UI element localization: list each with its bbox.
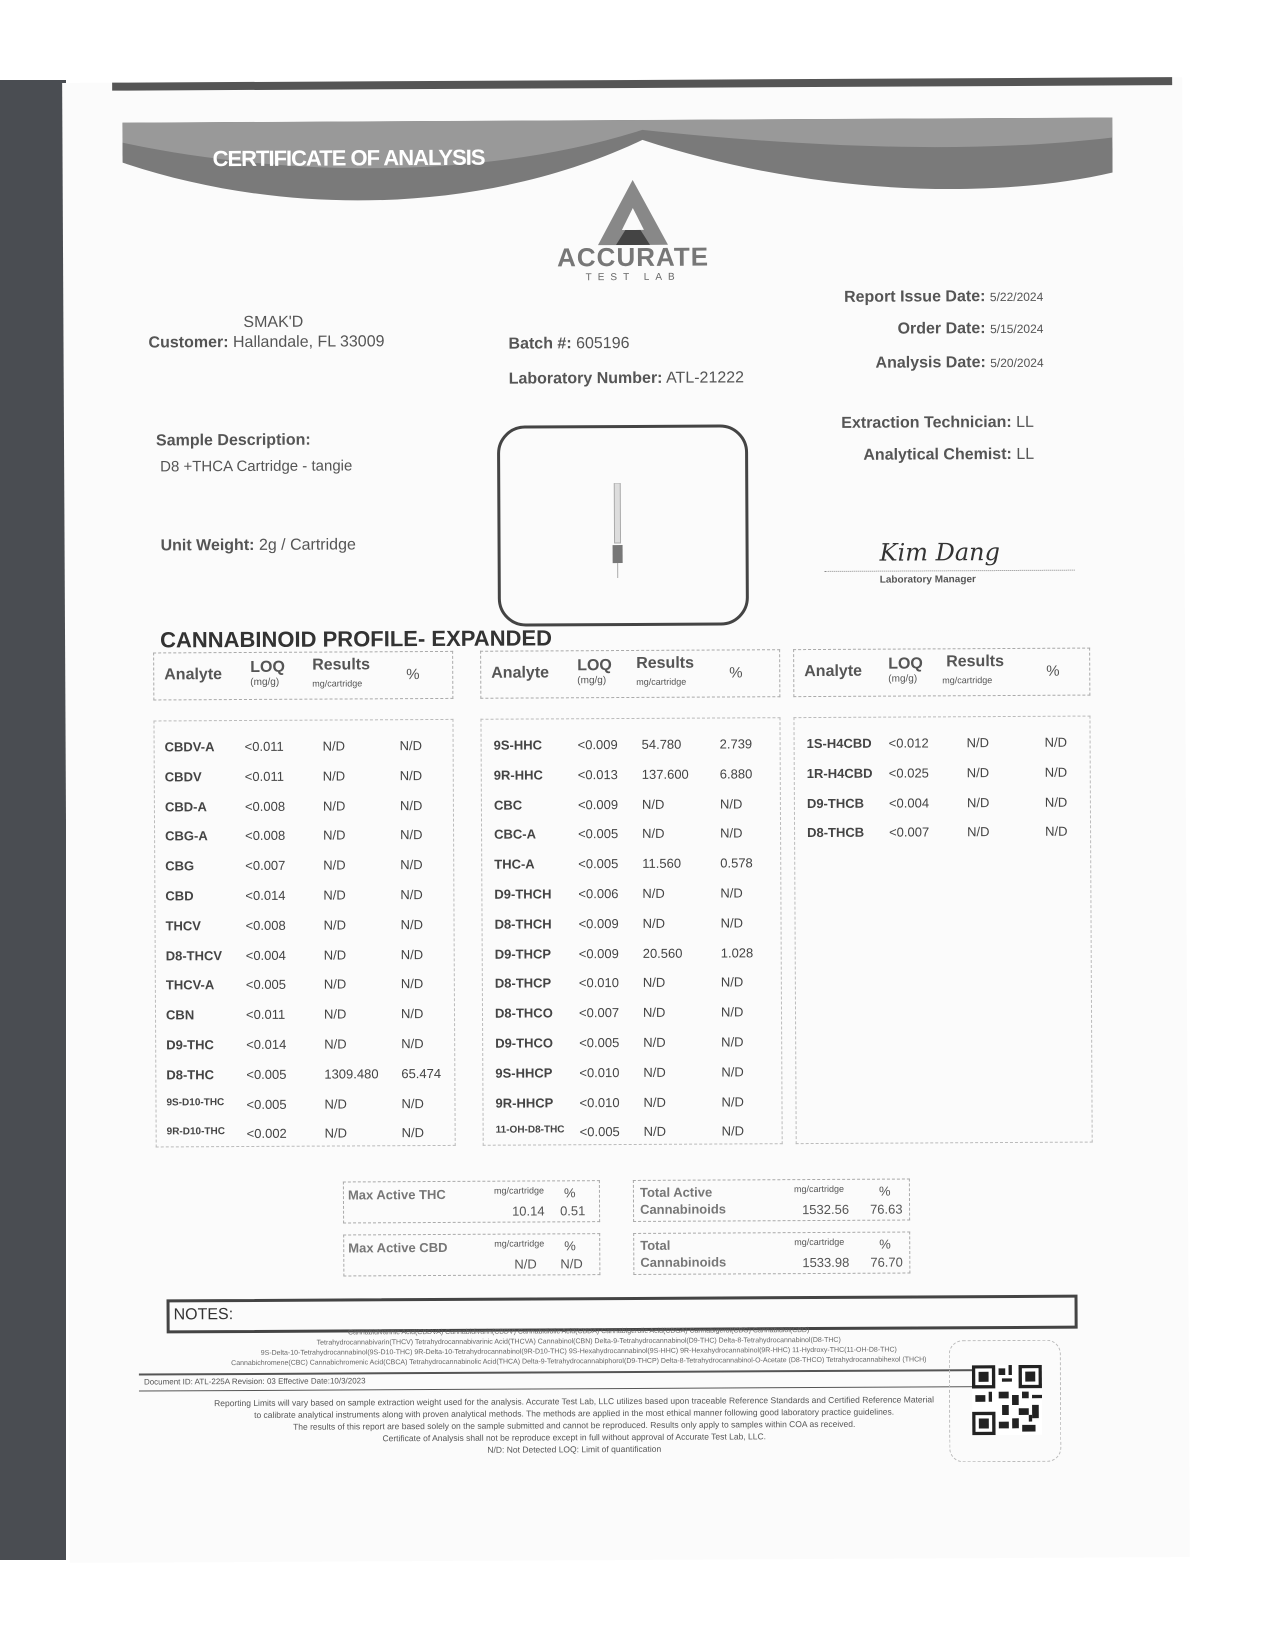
loq-value: <0.014 xyxy=(246,1036,287,1052)
result-mg: N/D xyxy=(642,826,665,842)
result-percent: N/D xyxy=(720,974,744,990)
analyte-name: D8-THCB xyxy=(807,825,865,841)
loq-value: <0.009 xyxy=(578,945,619,961)
abbreviation-line: Cannabichromene(CBC) Cannabichromenic Acid(CBCA) Tetrahydrocannabinolic Acid(THCA) Delta-9-Tetrahydrocannabiphorol(D9-THCP) Delta-8-Tetrahydrocannabinol-O-Acetate (D8-THCO) Tetrahydrocannabihexol (THCH) xyxy=(231,1356,927,1368)
analyte-name: CBC xyxy=(493,797,523,813)
max-active-cbd-unit: mg/cartridge xyxy=(494,1238,545,1249)
manager-label: Laboratory Manager xyxy=(879,574,976,586)
report-issue-date-field xyxy=(844,288,1043,307)
qr-code-frame xyxy=(949,1340,1062,1463)
result-percent: N/D xyxy=(721,1093,744,1110)
analyte-name: D8-THCP xyxy=(494,975,552,992)
lab-number-label: Laboratory Number: xyxy=(508,369,663,388)
table-row xyxy=(156,968,454,1000)
table-row xyxy=(482,758,780,790)
result-mg: N/D xyxy=(322,768,346,784)
analyte-name: CBG xyxy=(165,858,195,874)
header-percent: % xyxy=(406,666,420,684)
analyte-name: 1R-H4CBD xyxy=(806,765,873,781)
max-active-thc-unit: mg/cartridge xyxy=(493,1185,544,1196)
table-row xyxy=(156,938,454,970)
max-active-cbd-pct: N/D xyxy=(560,1256,583,1272)
batch-field xyxy=(508,335,629,354)
total-active-pct: 76.63 xyxy=(870,1201,903,1217)
header-loq: LOQ xyxy=(250,658,285,676)
table-row xyxy=(483,967,781,999)
loq-value: <0.002 xyxy=(246,1126,287,1142)
table-row xyxy=(156,1087,454,1119)
loq-value: <0.010 xyxy=(579,1064,620,1081)
logo-name: ACCURATE xyxy=(556,241,710,273)
total-cannabinoids-box xyxy=(633,1232,910,1275)
result-percent: N/D xyxy=(401,1095,424,1111)
loq-value: <0.008 xyxy=(244,798,286,814)
abbreviation-legend xyxy=(139,1325,1019,1370)
header-loq-unit: (mg/g) xyxy=(250,676,280,688)
loq-value: <0.009 xyxy=(578,915,619,932)
analytical-chemist-label: Analytical Chemist: xyxy=(863,445,1012,464)
analyte-name: D9-THCO xyxy=(495,1035,553,1051)
sample-photo-frame xyxy=(497,424,749,626)
table-row xyxy=(156,1058,454,1090)
lab-logo xyxy=(543,179,724,300)
result-percent: N/D xyxy=(401,1125,425,1141)
result-percent: N/D xyxy=(400,827,423,843)
disclaimer-line: Reporting Limits will vary based on sample extraction weight used for the analysis. Accurate Test Lab, LLC utilizes based upon traceable Reference Standards and Certified Reference Material xyxy=(214,1394,935,1409)
analyte-name: CBDV-A xyxy=(164,739,215,755)
lab-number: ATL-21222 xyxy=(666,369,745,387)
result-mg: N/D xyxy=(324,1096,347,1112)
table-row xyxy=(156,1028,454,1060)
section-title: CANNABINOID PROFILE- EXPANDED xyxy=(159,625,553,653)
abbreviation-line: Cannabidivarinic Acid(CBDVA) Cannabidivarin(CBDV) Cannabidiolic Acid(CBDA) Cannabigerolic Acid(CBGA) Cannabigerol(CBG) Cannabidiol(CBD) xyxy=(348,1327,810,1337)
loq-value: <0.005 xyxy=(246,1096,287,1112)
disclaimer-line: N/D: Not Detected LOQ: Limit of quantification xyxy=(487,1443,662,1455)
result-percent: N/D xyxy=(400,887,423,903)
result-percent: 0.578 xyxy=(720,855,753,871)
total-mg: 1533.98 xyxy=(802,1254,850,1271)
disclaimer-line: to calibrate analytical instruments along with proven analytical methods. The methods are applied in the most ethical manner following good laboratory practice guidelines. xyxy=(254,1406,895,1420)
table-row xyxy=(795,816,1090,848)
analyte-name: THCV-A xyxy=(165,977,215,993)
analyte-name: D9-THCB xyxy=(806,795,865,811)
header-results-unit: mg/cartridge xyxy=(636,676,687,687)
result-mg: N/D xyxy=(642,915,665,931)
table-row xyxy=(483,996,781,1028)
loq-value: <0.005 xyxy=(579,1124,620,1140)
result-percent: N/D xyxy=(400,1006,424,1022)
max-active-cbd-mg: N/D xyxy=(514,1256,537,1272)
logo-triangle-icon xyxy=(598,180,668,250)
analyte-name: CBN xyxy=(165,1007,195,1023)
result-percent: N/D xyxy=(1045,824,1068,840)
analyte-name: 9R-HHC xyxy=(493,767,543,783)
total-label-line1: Total xyxy=(640,1237,671,1253)
result-mg: N/D xyxy=(643,1064,666,1080)
result-percent: 2.739 xyxy=(719,736,753,752)
order-date: 5/15/2024 xyxy=(990,321,1044,337)
loq-value: <0.008 xyxy=(245,917,286,933)
header-loq-unit: (mg/g) xyxy=(888,673,918,685)
total-pct: 76.70 xyxy=(870,1254,903,1270)
table-row xyxy=(155,849,453,881)
table-row xyxy=(483,1026,781,1058)
loq-value: <0.005 xyxy=(245,977,287,993)
result-mg: N/D xyxy=(323,1006,347,1022)
cartridge-image xyxy=(610,483,624,578)
table-row xyxy=(157,1117,455,1149)
extraction-technician: LL xyxy=(1016,413,1034,431)
result-percent: N/D xyxy=(401,1036,424,1052)
disclaimer-line: Certificate of Analysis shall not be reproduce except in full without approval of Accurate Test Lab, LLC. xyxy=(382,1431,767,1444)
loq-value: <0.009 xyxy=(577,796,619,812)
analyte-name: D8-THCH xyxy=(494,916,552,932)
analyte-name: THC-A xyxy=(494,856,535,872)
total-active-unit: mg/cartridge xyxy=(793,1183,844,1195)
result-mg: 54.780 xyxy=(641,736,682,752)
customer-name: SMAK'D xyxy=(243,313,304,331)
table-row xyxy=(484,1116,782,1148)
loq-value: <0.005 xyxy=(578,856,619,872)
document-id: Document ID: ATL-225A Revision: 03 Effective Date:10/3/2023 xyxy=(143,1376,366,1387)
result-mg: 1309.480 xyxy=(324,1066,379,1082)
loq-value: <0.025 xyxy=(888,765,929,781)
table-row xyxy=(482,818,780,850)
result-mg: N/D xyxy=(641,796,665,812)
result-mg: N/D xyxy=(643,1034,666,1050)
analyte-name: 9S-D10-THC xyxy=(166,1096,225,1109)
result-mg: N/D xyxy=(643,1124,667,1140)
scan-edge xyxy=(0,80,66,1560)
max-active-cbd-label: Max Active CBD xyxy=(348,1239,448,1256)
table-row xyxy=(482,877,780,909)
report-issue-date-label: Report Issue Date: xyxy=(844,288,986,306)
result-percent: N/D xyxy=(1044,764,1068,780)
abbreviation-line: Tetrahydrocannabivarin(THCV) Tetrahydrocannabivarinic Acid(THCVA) Cannabinol(CBN) Delta-9-Tetrahydrocannabinol(D9-THC) Delta-8-Tetrahydrocannabinol(D8-THC) xyxy=(316,1336,841,1347)
result-percent: N/D xyxy=(399,767,423,783)
loq-value: <0.011 xyxy=(245,1006,286,1023)
total-unit: mg/cartridge xyxy=(794,1236,845,1248)
result-mg: N/D xyxy=(966,764,990,781)
table-row xyxy=(795,727,1090,759)
total-active-mg: 1532.56 xyxy=(802,1201,850,1218)
batch-number: 605196 xyxy=(576,334,630,353)
result-mg: N/D xyxy=(322,798,346,814)
result-percent: N/D xyxy=(720,1004,744,1020)
header-loq: LOQ xyxy=(888,655,923,673)
result-percent: 1.028 xyxy=(720,944,754,961)
loq-value: <0.005 xyxy=(578,826,619,842)
result-mg: N/D xyxy=(323,857,346,873)
analyte-name: CBC-A xyxy=(494,826,537,843)
header-results: Results xyxy=(312,656,371,674)
total-pct-header: % xyxy=(879,1236,891,1252)
notes-label: NOTES: xyxy=(173,1306,234,1324)
results-table-2 xyxy=(480,717,782,1146)
abbreviation-line: 9S-Delta-10-Tetrahydrocannabinol(9S-D10-THC) 9R-Delta-10-Tetrahydrocannabinol(9R-D10-THC) 9S-Hexahydrocannabinol(9S-HHC) 9R-Hexahydrocannabinol(9R-HHC) 11-Hydroxy-THC(11-OH-D8-THC) xyxy=(260,1346,897,1357)
extraction-technician-field xyxy=(841,414,1034,433)
table-row xyxy=(482,907,780,939)
loq-value: <0.004 xyxy=(245,947,286,963)
analyte-name: 1S-H4CBD xyxy=(806,735,872,752)
analyte-name: D9-THCP xyxy=(494,945,552,962)
signature-line xyxy=(825,570,1075,572)
unit-weight-field xyxy=(161,536,356,555)
table-row xyxy=(155,909,453,941)
table-row xyxy=(155,879,453,911)
logo-subtitle: TEST LAB xyxy=(585,271,681,284)
loq-value: <0.005 xyxy=(579,1035,620,1051)
result-percent: N/D xyxy=(399,738,423,754)
loq-value: <0.006 xyxy=(578,886,619,902)
table-row xyxy=(795,756,1090,788)
column-header-2 xyxy=(480,649,780,699)
lab-number-field xyxy=(509,369,744,388)
max-active-cbd-pct-header: % xyxy=(564,1238,576,1254)
loq-value: <0.014 xyxy=(245,887,286,903)
column-header-3 xyxy=(793,648,1090,698)
result-percent: N/D xyxy=(400,976,424,992)
loq-value: <0.007 xyxy=(245,857,286,874)
header-analyte: Analyte xyxy=(804,662,863,681)
unit-weight: 2g / Cartridge xyxy=(258,536,356,554)
total-active-pct-header: % xyxy=(878,1183,891,1199)
table-row xyxy=(795,786,1090,818)
result-mg: N/D xyxy=(642,885,665,901)
analyte-name: D9-THCH xyxy=(494,886,552,902)
results-table-3 xyxy=(793,716,1092,1145)
loq-value: <0.010 xyxy=(578,975,620,991)
result-percent: N/D xyxy=(721,1034,744,1050)
result-percent: N/D xyxy=(1044,794,1068,810)
loq-value: <0.012 xyxy=(888,735,929,751)
analyte-name: CBDV xyxy=(164,769,202,785)
result-percent: N/D xyxy=(721,1064,744,1080)
column-header-1 xyxy=(153,651,453,701)
analyte-name: 9S-HHCP xyxy=(495,1065,553,1081)
analyte-name: CBG-A xyxy=(165,828,208,844)
loq-value: <0.013 xyxy=(577,766,618,783)
max-active-thc-box xyxy=(343,1180,600,1223)
analysis-date-label: Analysis Date: xyxy=(875,354,986,372)
result-mg: N/D xyxy=(323,976,347,992)
result-mg: N/D xyxy=(642,975,666,991)
analysis-date-field xyxy=(875,354,1043,373)
result-mg: N/D xyxy=(966,735,990,751)
result-mg: N/D xyxy=(643,1094,666,1110)
analyte-name: D8-THCV xyxy=(165,947,223,964)
result-percent: N/D xyxy=(399,797,423,813)
result-percent: 6.880 xyxy=(719,766,753,782)
header-loq: LOQ xyxy=(577,657,612,675)
result-mg: 137.600 xyxy=(641,766,689,782)
result-percent: N/D xyxy=(720,825,743,841)
result-mg: N/D xyxy=(967,824,990,840)
loq-value: <0.007 xyxy=(578,1005,620,1021)
extraction-technician-label: Extraction Technician: xyxy=(841,413,1012,432)
report-issue-date: 5/22/2024 xyxy=(989,289,1044,305)
table-row xyxy=(482,847,780,879)
result-percent: N/D xyxy=(1044,734,1068,750)
table-row xyxy=(482,788,780,820)
header-results-unit: mg/cartridge xyxy=(942,675,993,686)
header-loq-unit: (mg/g) xyxy=(577,675,607,687)
qr-code[interactable] xyxy=(972,1365,1042,1435)
disclaimer xyxy=(134,1393,1014,1458)
result-percent: N/D xyxy=(719,795,743,812)
max-active-thc-label: Max Active THC xyxy=(347,1186,446,1203)
result-mg: N/D xyxy=(323,827,346,843)
result-mg: N/D xyxy=(966,794,990,810)
max-active-thc-mg: 10.14 xyxy=(512,1203,545,1219)
results-table-1 xyxy=(153,719,455,1148)
loq-value: <0.008 xyxy=(245,828,286,844)
unit-weight-label: Unit Weight: xyxy=(160,536,255,555)
header-results: Results xyxy=(946,653,1005,671)
table-row xyxy=(482,728,780,760)
result-mg: N/D xyxy=(323,917,346,933)
analyte-name: CBD xyxy=(165,888,194,904)
result-mg: N/D xyxy=(323,947,347,963)
result-percent: N/D xyxy=(400,916,423,932)
analyte-name: 9R-D10-THC xyxy=(166,1126,226,1138)
analyte-name: THCV xyxy=(165,918,201,934)
result-mg: N/D xyxy=(322,738,346,754)
result-mg: N/D xyxy=(324,1125,348,1141)
header-percent: % xyxy=(1046,662,1060,680)
customer-label: Customer: xyxy=(148,334,229,352)
analyte-name: 11-OH-D8-THC xyxy=(495,1124,565,1137)
analyte-name: CBD-A xyxy=(164,798,207,815)
divider xyxy=(139,1386,1009,1392)
sample-description-label: Sample Description: xyxy=(155,431,311,450)
divider xyxy=(139,1369,1009,1376)
table-row xyxy=(483,937,781,969)
analytical-chemist: LL xyxy=(1016,445,1035,463)
analytical-chemist-field xyxy=(863,446,1034,465)
customer-address: Hallandale, FL 33009 xyxy=(232,333,385,352)
batch-label: Batch #: xyxy=(508,335,572,353)
sample-description: D8 +THCA Cartridge - tangie xyxy=(160,457,353,476)
manager-signature: Kim Dang xyxy=(879,538,1001,567)
order-date-field xyxy=(898,320,1044,339)
result-mg: N/D xyxy=(324,1036,347,1052)
total-active-cannabinoids-box xyxy=(633,1179,910,1222)
certificate-page xyxy=(62,77,1190,1563)
loq-value: <0.004 xyxy=(888,795,930,811)
customer-field xyxy=(148,333,384,352)
table-row xyxy=(156,998,454,1030)
disclaimer-line: The results of this report are based solely on the sample submitted and cannot be reproduced. Results only apply to samples within COA as received. xyxy=(293,1418,856,1432)
document-title: CERTIFICATE OF ANALYSIS xyxy=(212,144,485,172)
header-analyte: Analyte xyxy=(164,666,223,684)
max-active-cbd-box xyxy=(343,1233,600,1276)
result-mg: N/D xyxy=(642,1004,666,1021)
table-row xyxy=(483,1056,781,1088)
order-date-label: Order Date: xyxy=(897,320,986,338)
loq-value: <0.010 xyxy=(579,1094,620,1110)
table-row xyxy=(483,1086,781,1118)
analyte-name: D9-THC xyxy=(166,1037,214,1053)
loq-value: <0.011 xyxy=(244,738,284,754)
result-mg: 20.560 xyxy=(642,945,683,961)
result-percent: N/D xyxy=(400,946,424,962)
analyte-name: D8-THC xyxy=(166,1066,215,1083)
analysis-date: 5/20/2024 xyxy=(990,355,1044,371)
table-row xyxy=(155,760,453,792)
result-percent: 65.474 xyxy=(401,1065,442,1081)
header-results-unit: mg/cartridge xyxy=(312,678,363,689)
total-label-line2: Cannabinoids xyxy=(640,1254,727,1270)
result-percent: N/D xyxy=(400,857,423,873)
result-percent: N/D xyxy=(721,1123,745,1139)
max-active-thc-pct-header: % xyxy=(563,1185,576,1201)
analyte-name: D8-THCO xyxy=(494,1005,553,1021)
table-row xyxy=(155,730,453,762)
table-row xyxy=(155,790,453,822)
header-analyte: Analyte xyxy=(491,664,550,682)
result-mg: N/D xyxy=(323,887,346,903)
total-active-label-line2: Cannabinoids xyxy=(640,1201,727,1217)
loq-value: <0.007 xyxy=(889,824,930,841)
loq-value: <0.005 xyxy=(246,1066,287,1082)
max-active-thc-pct: 0.51 xyxy=(560,1203,586,1219)
analyte-name: 9S-HHC xyxy=(493,737,543,753)
loq-value: <0.009 xyxy=(577,737,618,753)
loq-value: <0.011 xyxy=(244,768,284,784)
result-mg: 11.560 xyxy=(642,855,682,872)
header-results: Results xyxy=(636,654,695,672)
table-row xyxy=(155,819,453,851)
header-percent: % xyxy=(729,664,743,682)
analyte-name: 9R-HHCP xyxy=(495,1094,554,1111)
result-percent: N/D xyxy=(720,915,743,931)
result-percent: N/D xyxy=(720,885,743,901)
total-active-label-line1: Total Active xyxy=(639,1184,713,1200)
